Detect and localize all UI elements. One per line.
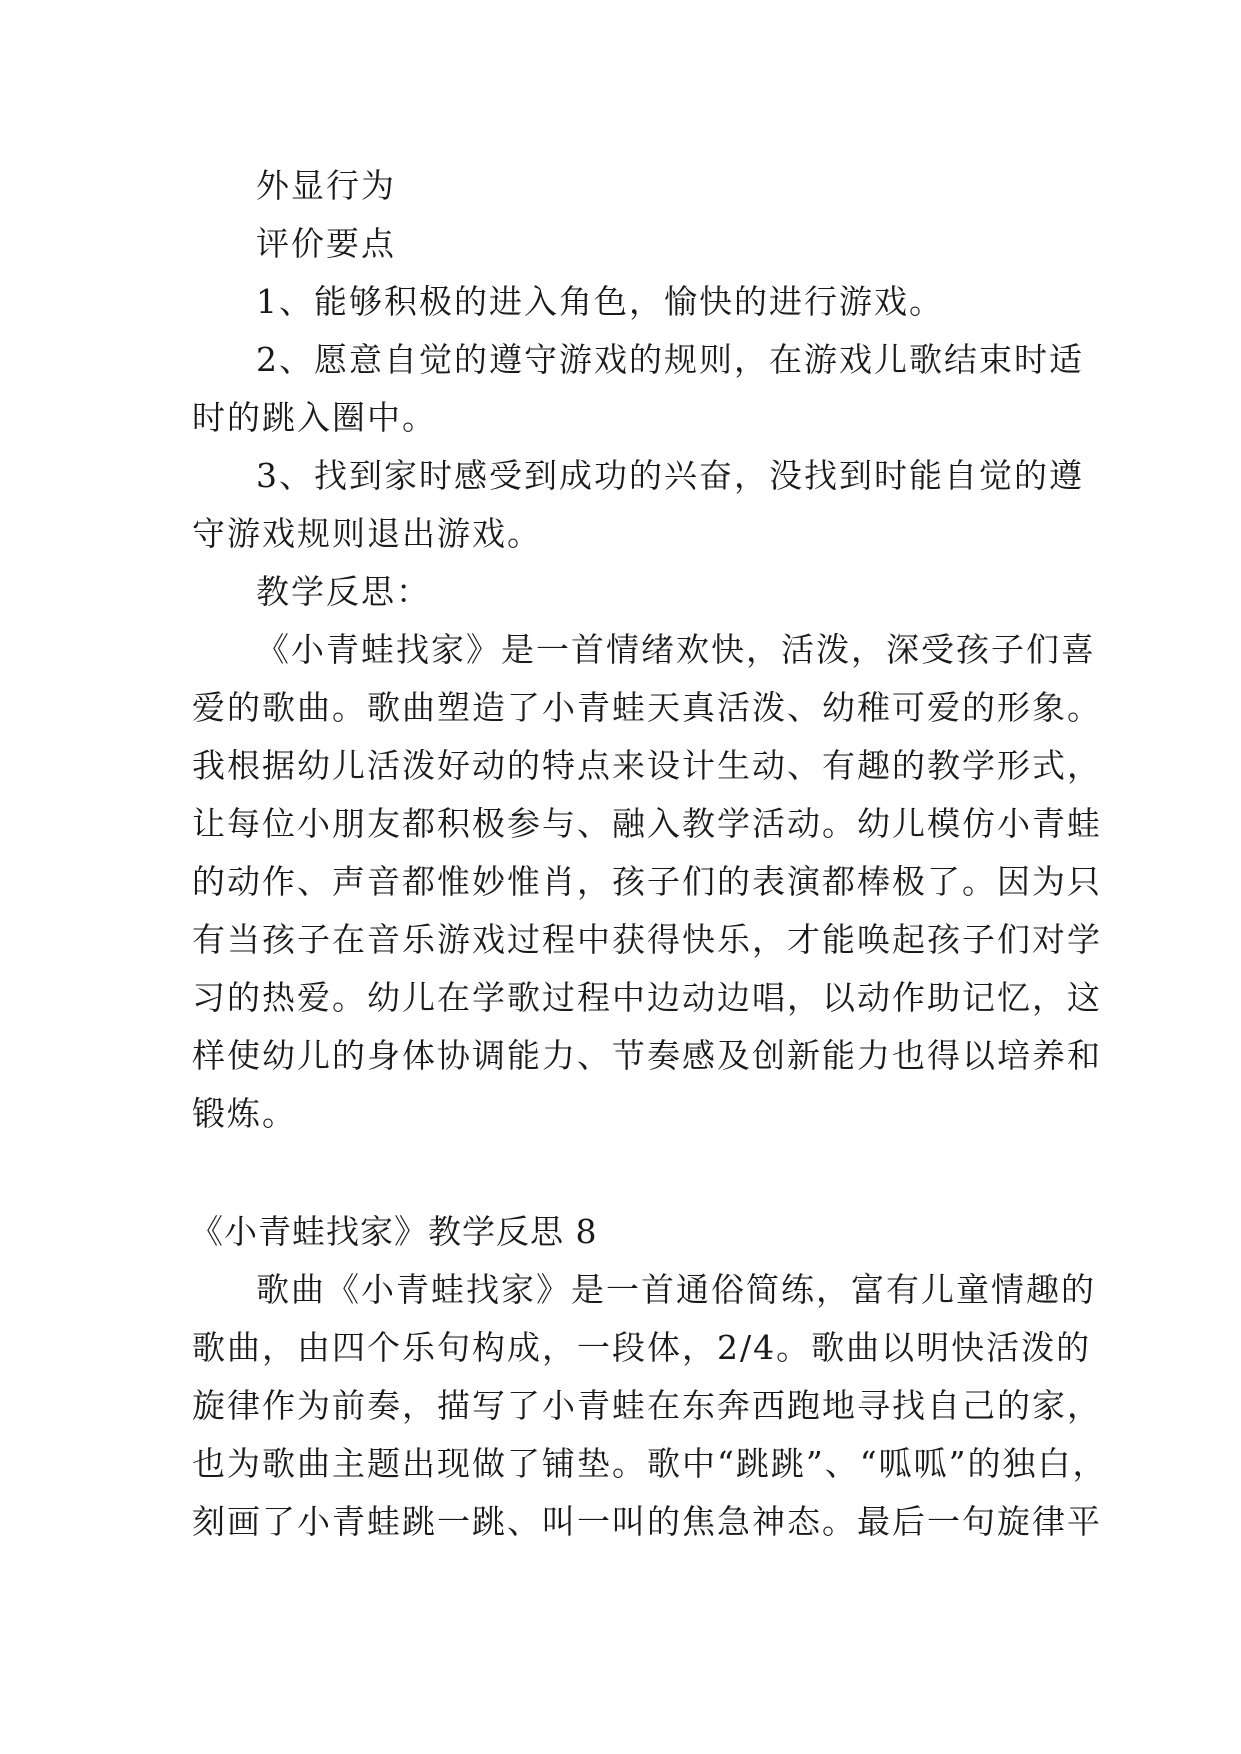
paragraph-line: 的动作、声音都惟妙惟肖，孩子们的表演都棒极了。因为只 — [192, 862, 1102, 901]
paragraph-line: 旋律作为前奏，描写了小青蛙在东奔西跑地寻找自己的家， — [192, 1386, 1102, 1425]
list-item-3-cont: 守游戏规则退出游戏。 — [192, 514, 542, 553]
text-line: 评价要点 — [256, 224, 396, 263]
paragraph-line: 让每位小朋友都积极参与、融入教学活动。幼儿模仿小青蛙 — [192, 804, 1102, 843]
paragraph-line: 《小青蛙找家》是一首情绪欢快，活泼，深受孩子们喜 — [256, 630, 1096, 669]
paragraph-line: 刻画了小青蛙跳一跳、叫一叫的焦急神态。最后一句旋律平 — [192, 1502, 1102, 1541]
paragraph-line: 有当孩子在音乐游戏过程中获得快乐，才能唤起孩子们对学 — [192, 920, 1102, 959]
reflection-label: 教学反思： — [256, 572, 431, 611]
paragraph-line: 爱的歌曲。歌曲塑造了小青蛙天真活泼、幼稚可爱的形象。 — [192, 688, 1102, 727]
list-item-2-cont: 时的跳入圈中。 — [192, 398, 437, 437]
list-item-2: 2、愿意自觉的遵守游戏的规则，在游戏儿歌结束时适 — [256, 340, 1084, 379]
paragraph-line: 歌曲《小青蛙找家》是一首通俗简练，富有儿童情趣的 — [256, 1270, 1096, 1309]
list-item-3: 3、找到家时感受到成功的兴奋，没找到时能自觉的遵 — [256, 456, 1084, 495]
paragraph-line: 歌曲，由四个乐句构成，一段体，2/4。歌曲以明快活泼的 — [192, 1328, 1092, 1367]
paragraph-line: 习的热爱。幼儿在学歌过程中边动边唱，以动作助记忆，这 — [192, 978, 1102, 1017]
paragraph-line: 我根据幼儿活泼好动的特点来设计生动、有趣的教学形式， — [192, 746, 1102, 785]
paragraph-line: 锻炼。 — [192, 1094, 297, 1133]
section-heading: 《小青蛙找家》教学反思 8 — [190, 1212, 598, 1251]
text-line: 外显行为 — [256, 166, 396, 205]
list-item-1: 1、能够积极的进入角色，愉快的进行游戏。 — [256, 282, 944, 321]
paragraph-line: 样使幼儿的身体协调能力、节奏感及创新能力也得以培养和 — [192, 1036, 1102, 1075]
paragraph-line: 也为歌曲主题出现做了铺垫。歌中“跳跳”、“呱呱”的独白， — [192, 1444, 1108, 1483]
